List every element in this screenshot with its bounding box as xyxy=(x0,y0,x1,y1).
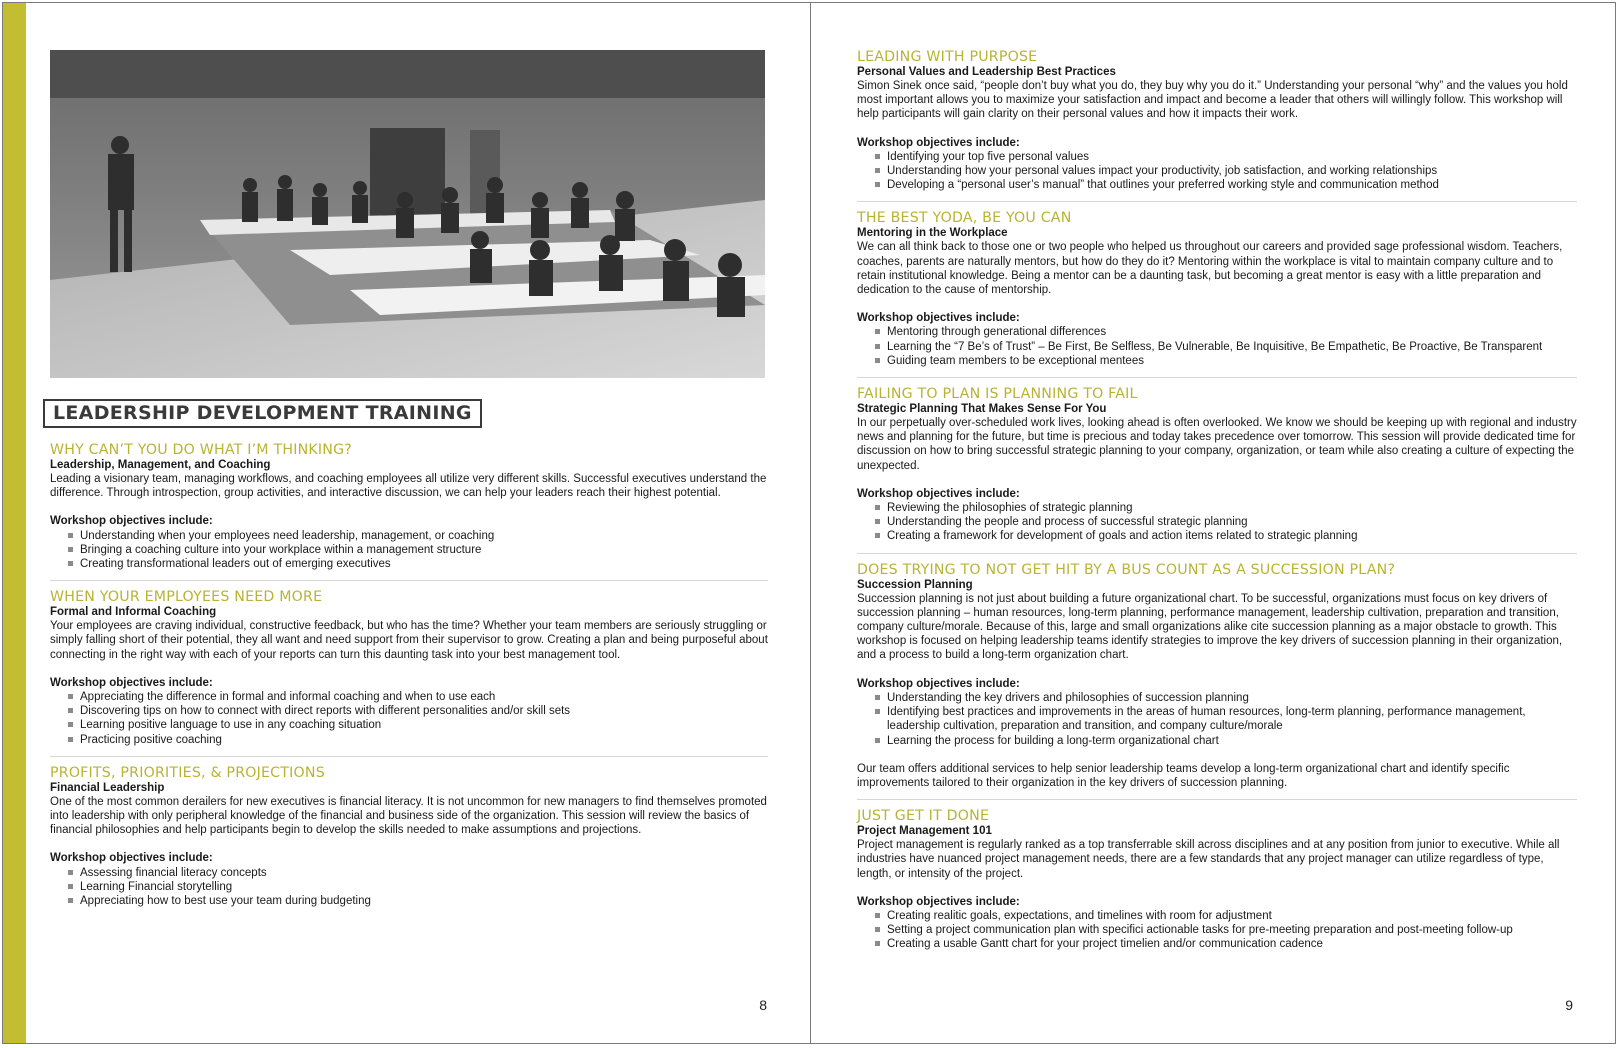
section-title: DOES TRYING TO NOT GET HIT BY A BUS COUNT AS A SUCCESSION PLAN? xyxy=(857,561,1396,578)
objectives-list xyxy=(857,325,1577,368)
objective-item: Creating transformational leaders out of emerging executives xyxy=(68,557,768,571)
section-divider xyxy=(857,799,1577,800)
section-divider xyxy=(50,756,768,757)
objectives-heading: Workshop objectives include: xyxy=(857,487,1020,500)
objective-item: Mentoring through generational differences xyxy=(875,325,1577,339)
objective-item: Understanding the key drivers and philosophies of succession planning xyxy=(875,691,1577,705)
objective-item: Developing a “personal user’s manual” that outlines your preferred working style and communication method xyxy=(875,178,1577,192)
left-page xyxy=(2,2,811,1044)
objective-item: Learning positive language to use in any coaching situation xyxy=(68,718,768,732)
section-subtitle: Financial Leadership xyxy=(50,781,165,794)
objective-item: Creating realitic goals, expectations, and timelines with room for adjustment xyxy=(875,909,1577,923)
section-body: Project management is regularly ranked as a top transferrable skill across disciplines and at any position from junior to executive. While all industries have nuanced project management needs, there are a few standards that any project manager can utilize regardless of type, length, or intensity of the project. xyxy=(857,839,1560,880)
objective-item: Creating a usable Gantt chart for your project timelien and/or communication cadence xyxy=(875,937,1577,951)
section-subtitle: Succession Planning xyxy=(857,578,973,591)
objective-item: Discovering tips on how to connect with direct reports with different personalities and/or skill sets xyxy=(68,704,768,718)
objective-item: Learning Financial storytelling xyxy=(68,880,768,894)
objective-item: Assessing financial literacy concepts xyxy=(68,866,768,880)
objective-item: Understanding when your employees need leadership, management, or coaching xyxy=(68,529,768,543)
left-sections xyxy=(50,442,768,908)
objective-item: Bringing a coaching culture into your workplace within a management structure xyxy=(68,543,768,557)
objectives-list xyxy=(857,691,1577,748)
objectives-list xyxy=(50,690,768,747)
section-divider xyxy=(857,201,1577,202)
objective-item: Understanding how your personal values impact your productivity, job satisfaction, and working relationships xyxy=(875,164,1577,178)
section-title: PROFITS, PRIORITIES, & PROJECTIONS xyxy=(50,764,325,781)
section-subtitle: Personal Values and Leadership Best Practices xyxy=(857,66,1116,78)
objective-item: Appreciating how to best use your team during budgeting xyxy=(68,894,768,908)
workshop-section xyxy=(50,589,768,747)
workshop-section xyxy=(857,808,1577,951)
section-subtitle: Leadership, Management, and Coaching xyxy=(50,459,271,471)
objectives-list xyxy=(50,866,768,909)
section-body: Your employees are craving individual, constructive feedback, but who has the time? Whether your team members are seriously struggling or simply falling short of their potential, they all want and need support from their supervisor to grow. Creating a plan and being purposeful about connecting in the right way with each of your reports can turn this daunting task into your best management tool. xyxy=(50,620,768,661)
section-subtitle: Formal and Informal Coaching xyxy=(50,606,217,619)
workshop-section xyxy=(857,49,1577,192)
right-page xyxy=(810,2,1616,1044)
section-extra-text: Our team offers additional services to help senior leadership teams develop a long-term organizational chart and identify specific improvements tailored to their organization in the key drivers of succession planning. xyxy=(857,762,1510,789)
objective-item: Setting a project communication plan with specifici actionable tasks for pre-meeting preparation and post-meeting follow-up xyxy=(875,923,1577,937)
objectives-heading: Workshop objectives include: xyxy=(50,852,213,865)
section-body: Succession planning is not just about building a future organizational chart. To be successful, organizations must focus on key drivers of succession planning – human resources, long-term planning, performance management, leadership cultivation, preparation and transition, company culture/morale. Because of this, large and small organizations alike cite succession planning as a major obstacle to growth. This workshop is focused on helping leadership teams identify strategies to improve the key drivers of succession planning in their organization, and a process to build a long-term organization chart. xyxy=(857,592,1563,662)
classroom-image xyxy=(50,50,765,378)
section-body: Simon Sinek once said, “people don’t buy what you do, they buy why you do it.” Understanding your personal “why” and the values you hold most important allows you to maximize your satisfaction and impact and become a leader that others will willingly follow. This workshop will help participants will gain clarity on their personal values and how it impacts their work. xyxy=(857,80,1568,121)
section-divider xyxy=(50,580,768,581)
accent-bar xyxy=(3,3,26,1043)
training-title: LEADERSHIP DEVELOPMENT TRAINING xyxy=(43,399,482,428)
workshop-section xyxy=(857,210,1577,368)
objective-item: Learning the process for building a long-term organizational chart xyxy=(875,734,1577,748)
section-divider xyxy=(857,377,1577,378)
objective-item: Creating a framework for development of goals and action items related to strategic planning xyxy=(875,529,1577,543)
objective-item: Identifying your top five personal values xyxy=(875,150,1577,164)
objective-item: Reviewing the philosophies of strategic planning xyxy=(875,501,1577,515)
objective-item: Identifying best practices and improvements in the areas of human resources, long-term planning, performance management, leadership cultivation, preparation and transition, and company culture/morale xyxy=(875,705,1577,733)
objectives-heading: Workshop objectives include: xyxy=(50,515,213,528)
objective-item: Appreciating the difference in formal and informal coaching and when to use each xyxy=(68,690,768,704)
objective-item: Understanding the people and process of successful strategic planning xyxy=(875,515,1577,529)
objectives-heading: Workshop objectives include: xyxy=(857,677,1020,690)
objectives-list xyxy=(857,501,1577,544)
section-body: Leading a visionary team, managing workflows, and coaching employees all utilize very different skills. Successful executives understand the difference. Through introspection, group activities, and interactive discussion, we can help your leaders reach their highest potential. xyxy=(50,473,767,500)
section-body: In our perpetually over-scheduled work lives, looking ahead is often overlooked. We know we should be keeping up with regional and industry news and planning for the future, but time is precious and today takes precedence over tomorrow. This session will provide dedicated time for discussion on how to bring successful strategic planning to your company, organization, or team while also creating a culture of expecting the unexpected. xyxy=(857,417,1577,472)
section-title: LEADING WITH PURPOSE xyxy=(857,49,1038,65)
section-subtitle: Mentoring in the Workplace xyxy=(857,227,1008,240)
objective-item: Learning the “7 Be’s of Trust” – Be First, Be Selfless, Be Vulnerable, Be Inquisitive, Be Empathetic, Be Proactive, Be Transparent xyxy=(875,340,1577,354)
section-title: WHY CAN’T YOU DO WHAT I’M THINKING? xyxy=(50,442,353,458)
objectives-list xyxy=(857,150,1577,193)
workshop-section xyxy=(50,765,768,908)
section-subtitle: Project Management 101 xyxy=(857,825,992,838)
objectives-heading: Workshop objectives include: xyxy=(857,312,1020,325)
objectives-heading: Workshop objectives include: xyxy=(50,676,213,689)
objectives-heading: Workshop objectives include: xyxy=(857,895,1020,908)
section-body: One of the most common derailers for new executives is financial literacy. It is not uncommon for new managers to find themselves promoted into leadership with only peripheral knowledge of the financial and business side of the organization. This session will review the basics of financial philosophies and help participants begin to develop the skills needed to make assumptions and projections. xyxy=(50,795,767,837)
section-divider xyxy=(857,553,1577,554)
section-title: JUST GET IT DONE xyxy=(857,808,990,825)
objective-item: Guiding team members to be exceptional mentees xyxy=(875,354,1577,368)
section-title: FAILING TO PLAN IS PLANNING TO FAIL xyxy=(857,386,1138,403)
section-title: WHEN YOUR EMPLOYEES NEED MORE xyxy=(50,589,323,606)
right-sections xyxy=(857,49,1577,952)
section-title: THE BEST YODA, BE YOU CAN xyxy=(857,210,1072,227)
workshop-section xyxy=(857,386,1577,544)
objectives-list xyxy=(857,909,1577,952)
page-number-right: 9 xyxy=(1565,997,1573,1013)
section-body: We can all think back to those one or two people who helped us throughout our careers and provided sage professional wisdom. Teachers, coaches, parents are naturally mentors, but how do they do it? Mentoring within the workplace is vital to maintain company culture and to retain institutional knowledge. Being a mentor can be a daunting task, but becoming a great mentor is easy with a little preparation and dedication to the cause of mentorship. xyxy=(857,241,1563,297)
objective-item: Practicing positive coaching xyxy=(68,733,768,747)
workshop-section xyxy=(50,442,768,571)
page-number-left: 8 xyxy=(759,997,767,1013)
workshop-section xyxy=(857,562,1577,790)
objectives-list xyxy=(50,529,768,572)
training-photo xyxy=(50,50,765,378)
objectives-heading: Workshop objectives include: xyxy=(857,136,1020,149)
section-subtitle: Strategic Planning That Makes Sense For You xyxy=(857,403,1107,416)
